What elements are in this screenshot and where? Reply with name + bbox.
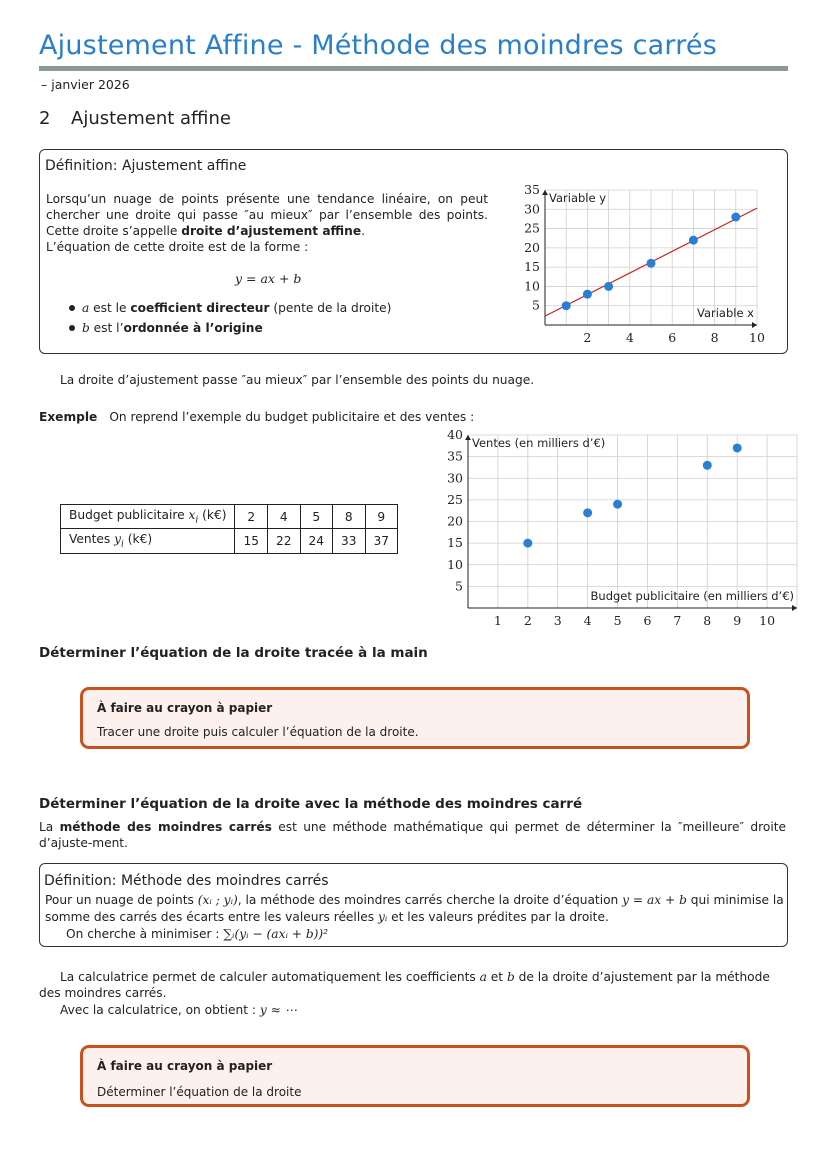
data-point — [583, 290, 592, 299]
def-text-a: Lorsqu’un nuage de points présente une tendance linéaire, on peut chercher une droite qui passe ″au mieux″ par l’ensemble des points. Cette droite s’appelle — [46, 192, 488, 238]
y-tick-label: 40 — [447, 427, 463, 442]
x-axis-label: Variable x — [696, 306, 754, 320]
x-tick-label: 4 — [625, 330, 634, 345]
x-tick-label: 9 — [733, 613, 742, 628]
definition2-line3: On cherche à minimiser : ∑ᵢ(yᵢ − (axᵢ + b))² — [66, 927, 329, 941]
table-cell: 2 — [235, 505, 268, 529]
definition-equation: y = ax + b — [235, 271, 302, 286]
y-tick-label: 35 — [524, 182, 540, 197]
bullet-ordonnee-a: est l’ — [89, 321, 124, 335]
data-point — [703, 461, 712, 470]
y-tick-label: 5 — [455, 578, 463, 594]
definition2-title: Définition: Méthode des moindres carrés — [44, 873, 329, 889]
example-line — [39, 410, 474, 424]
table-cell: 5 — [300, 505, 333, 529]
scatter-chart-budget-ventes — [425, 425, 800, 635]
definition2-line2: somme des carrés des écarts entre les valeurs réelles yᵢ et les valeurs prédites par la droite. — [45, 910, 609, 924]
ls-paragraph: La méthode des moindres carrés est une méthode mathématique qui permet de déterminer la ″meilleure″ droite d’ajuste-ment. — [39, 820, 787, 850]
definition2-line1: Pour un nuage de points (xᵢ ; yᵢ), la méthode des moindres carrés cherche la droite d’équation y = ax + b qui minimise la — [45, 893, 784, 907]
x-axis-arrow — [752, 322, 757, 328]
table-cell: 22 — [268, 529, 301, 553]
table-row — [61, 529, 398, 553]
y-tick-label: 20 — [447, 513, 463, 529]
def-text-b: . — [361, 224, 365, 238]
table-row — [61, 505, 398, 529]
y-tick-label: 15 — [524, 259, 540, 275]
final-task-box — [80, 1045, 750, 1107]
y-tick-label: 25 — [447, 491, 463, 507]
data-point — [731, 213, 740, 222]
definition-title: Définition: Ajustement affine — [45, 158, 247, 174]
paragraph-fit: La droite d’ajustement passe ″au mieux″ par l’ensemble des points du nuage. — [60, 373, 535, 387]
example-text: On reprend l’exemple du budget publicitaire et des ventes : — [109, 410, 475, 424]
date-line: – janvier 2026 — [41, 77, 130, 92]
definition-text — [46, 191, 488, 255]
table-cell: 8 — [333, 505, 366, 529]
section-number: 2 — [39, 108, 51, 129]
subsection-hand-title: Déterminer l’équation de la droite tracée à la main — [39, 645, 428, 661]
table-cell: 4 — [268, 505, 301, 529]
bullet-coef-term: coefficient directeur — [130, 301, 270, 315]
definition-paragraph — [46, 191, 488, 239]
calc-result-line: Avec la calculatrice, on obtient : y ≈ ⋯ — [60, 1003, 297, 1017]
table-header-ventes: Ventes $y_i$ (k€) — [61, 529, 235, 553]
x-tick-label: 6 — [668, 330, 677, 345]
x-tick-label: 4 — [583, 613, 592, 628]
data-point — [523, 539, 532, 548]
pencil-task-box — [80, 687, 750, 749]
y-axis-arrow — [465, 435, 471, 440]
y-tick-label: 10 — [524, 278, 540, 294]
y-tick-label: 35 — [447, 448, 463, 464]
final-task-title: À faire au crayon à papier — [97, 1059, 273, 1073]
table-cell: 9 — [365, 505, 398, 529]
section-heading — [39, 108, 231, 129]
y-axis-label: Ventes (en milliers d’€) — [472, 436, 606, 450]
data-point — [613, 500, 622, 509]
definition-box-moindres-carres — [39, 863, 788, 947]
x-tick-label: 6 — [643, 613, 652, 628]
y-tick-label: 5 — [532, 297, 540, 313]
x-tick-label: 10 — [759, 613, 776, 628]
x-tick-label: 2 — [583, 330, 592, 345]
y-tick-label: 10 — [447, 556, 463, 572]
table-cell: 33 — [333, 529, 366, 553]
title-underline-bar — [39, 66, 788, 71]
x-tick-label: 3 — [553, 613, 562, 628]
data-point — [647, 259, 656, 268]
var-b: b — [82, 321, 90, 335]
x-axis-label: Budget publicitaire (en milliers d’€) — [590, 589, 794, 603]
y-axis-label: Variable y — [549, 191, 607, 205]
data-point — [733, 443, 742, 452]
bullet-coef-b: (pente de la droite) — [269, 301, 392, 315]
y-tick-label: 30 — [524, 201, 540, 217]
data-point — [604, 282, 613, 291]
var-a: a — [82, 301, 90, 315]
table-cell: 15 — [235, 529, 268, 553]
y-tick-label: 25 — [524, 220, 540, 236]
data-point — [562, 301, 571, 310]
table-cell: 37 — [365, 529, 398, 553]
x-axis-arrow — [792, 605, 797, 611]
data-point — [689, 236, 698, 245]
x-tick-label: 8 — [703, 613, 712, 628]
subsection-ls-title: Déterminer l’équation de la droite avec la méthode des moindres carré — [39, 796, 583, 812]
def-term: droite d’ajustement affine — [181, 224, 362, 238]
x-tick-label: 2 — [523, 613, 532, 628]
x-tick-label: 10 — [749, 330, 765, 345]
table-cell: 24 — [300, 529, 333, 553]
definition-equation-intro: L’équation de cette droite est de la forme : — [46, 240, 309, 254]
y-tick-label: 20 — [524, 239, 540, 255]
y-tick-label: 15 — [447, 535, 463, 551]
data-point — [583, 508, 592, 517]
calc-paragraph: La calculatrice permet de calculer automatiquement les coefficients a et b de la droite d’ajustement par la méthode des moindres carrés. — [39, 970, 770, 1000]
x-tick-label: 5 — [613, 613, 622, 628]
page-title: Ajustement Affine - Méthode des moindres carrés — [39, 30, 717, 61]
y-tick-label: 30 — [447, 470, 463, 486]
pencil-task-text: Tracer une droite puis calculer l’équation de la droite. — [97, 725, 419, 739]
example-label: Exemple — [39, 410, 98, 424]
scatter-chart-variable — [505, 180, 775, 350]
y-axis-arrow — [542, 190, 548, 195]
bullet-coef — [60, 298, 480, 318]
x-tick-label: 7 — [673, 613, 682, 628]
x-tick-label: 1 — [493, 613, 502, 628]
definition-bullets — [60, 298, 480, 338]
data-table — [60, 504, 398, 554]
pencil-task-title: À faire au crayon à papier — [97, 701, 273, 715]
bullet-ordonnee-term: ordonnée à l’origine — [123, 321, 263, 335]
final-task-text: Déterminer l’équation de la droite — [97, 1085, 302, 1099]
section-title: Ajustement affine — [71, 108, 231, 129]
bullet-coef-a: est le — [89, 301, 131, 315]
table-header-budget: Budget publicitaire $x_i$ (k€) — [61, 505, 235, 529]
bullet-ordonnee — [60, 318, 480, 338]
x-tick-label: 8 — [710, 330, 719, 345]
